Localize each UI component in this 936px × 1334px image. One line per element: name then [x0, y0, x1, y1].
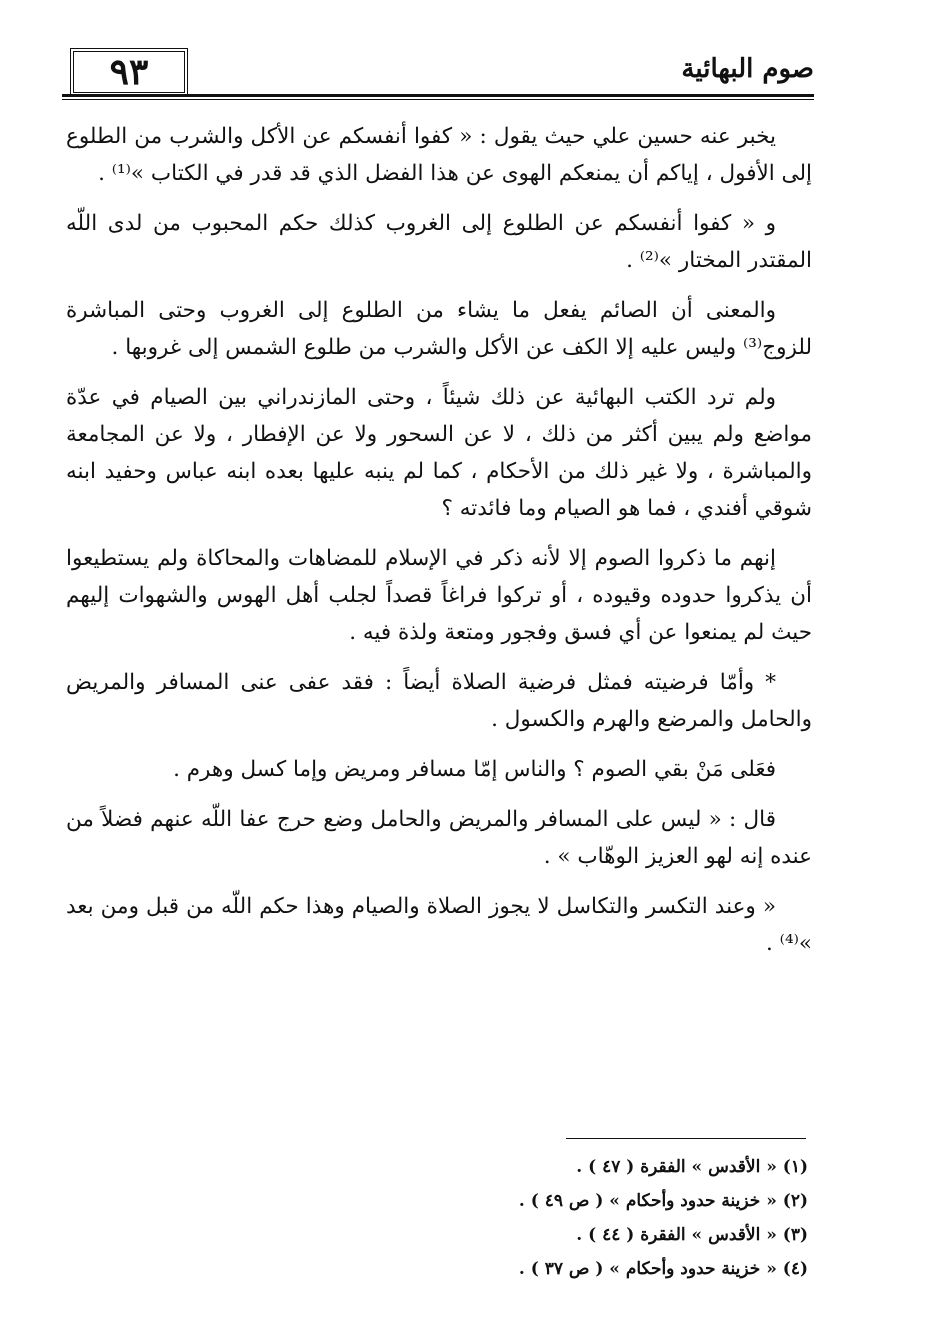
footnote-separator	[566, 1138, 806, 1139]
footnote: (٣) « الأقدس » الفقرة ( ٤٤ ) .	[576, 1225, 808, 1245]
paragraph: ولم ترد الكتب البهائية عن ذلك شيئاً ، وحتى المازندراني بين الصيام في عدّة مواضع ولم يبين أكثر من ذلك ، لا عن السحور ولا عن الإفطار ، ولا عن المجامعة والمباشرة ، ولا غير ذلك من الأحكام ، كما لم ينبه عليها بعده ابنه عباس وحفيد ابنه شوقي أفندي ، فما هو الصيام وما فائدته ؟	[66, 385, 812, 521]
paragraph: يخبر عنه حسين علي حيث يقول : « كفوا أنفسكم عن الأكل والشرب من الطلوع إلى الأفول ، إياكم أن يمنعكم الهوى عن هذا الفضل الذي قد قدر في الكتاب »⁽¹⁾ .	[66, 124, 812, 186]
footnotes	[248, 1150, 808, 1286]
header-rule	[62, 94, 814, 100]
page-number: ٩٣	[70, 48, 188, 96]
page-header	[62, 40, 814, 100]
body-text	[66, 118, 812, 975]
paragraph: قال : « ليس على المسافر والمريض والحامل وضع حرج عفا اللّه عنهم فضلاً من عنده إنه لهو العزيز الوهّاب » .	[66, 807, 812, 869]
footnote: (١) « الأقدس » الفقرة ( ٤٧ ) .	[576, 1157, 808, 1177]
footnote: (٢) « خزينة حدود وأحكام » ( ص ٤٩ ) .	[518, 1191, 808, 1211]
paragraph: و « كفوا أنفسكم عن الطلوع إلى الغروب كذلك حكم المحبوب من لدى اللّه المقتدر المختار »⁽²⁾ .	[66, 211, 812, 273]
paragraph: والمعنى أن الصائم يفعل ما يشاء من الطلوع إلى الغروب وحتى المباشرة للزوج⁽³⁾ وليس عليه إلا الكف عن الأكل والشرب من طلوع الشمس إلى غروبها .	[66, 298, 812, 360]
running-title: صوم البهائية	[681, 54, 814, 84]
paragraph: « وعند التكسر والتكاسل لا يجوز الصلاة والصيام وهذا حكم اللّه من قبل ومن بعد »⁽⁴⁾ .	[66, 894, 812, 956]
paragraph: إنهم ما ذكروا الصوم إلا لأنه ذكر في الإسلام للمضاهات والمحاكاة ولم يستطيعوا أن يذكروا حدوده وقيوده ، أو تركوا فراغاً قصداً لجلب أهل الهوس والشهوات إليهم حيث لم يمنعوا عن أي فسق وفجور ومتعة ولذة فيه .	[66, 546, 812, 645]
paragraph: * وأمّا فرضيته فمثل فرضية الصلاة أيضاً : فقد عفى عنى المسافر والمريض والحامل والمرضع والهرم والكسول .	[66, 670, 812, 732]
paragraph: فعَلى مَنْ بقي الصوم ؟ والناس إمّا مسافر ومريض وإما كسل وهرم .	[173, 757, 776, 782]
footnote: (٤) « خزينة حدود وأحكام » ( ص ٣٧ ) .	[518, 1259, 808, 1279]
